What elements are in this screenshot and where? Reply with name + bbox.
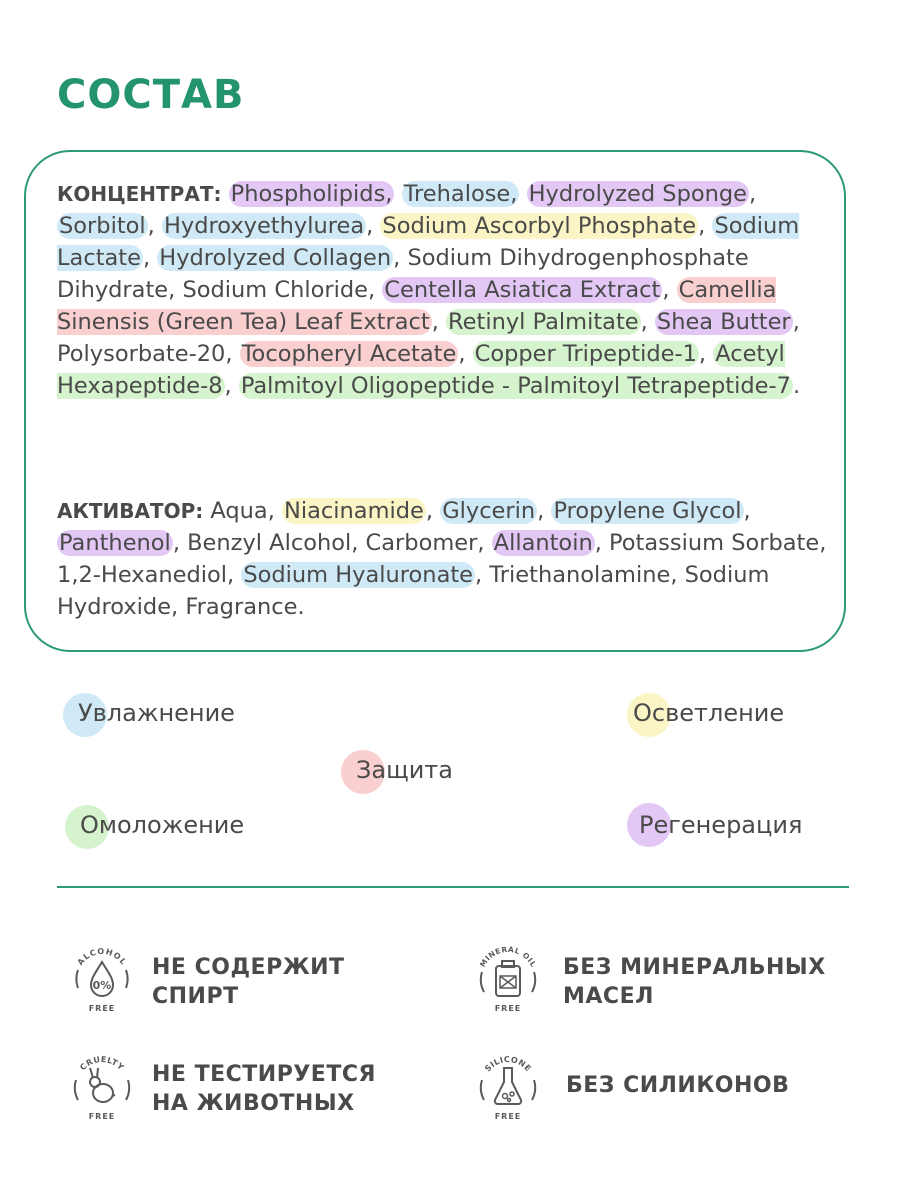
badge-top-text: MINERAL OIL: [477, 944, 539, 969]
ingredient-highlight: Hydrolyzed Collagen: [159, 245, 392, 271]
badge-top-text: SILICONE: [483, 1054, 533, 1074]
ingredient-text: ,: [698, 341, 714, 367]
ingredient-highlight: Hydrolyzed Sponge: [528, 181, 748, 207]
badge-bottom-text: FREE: [88, 1112, 116, 1121]
feature-cruelty-free: [152, 1060, 376, 1118]
ingredient-text: [394, 181, 401, 207]
feature-line: БЕЗ СИЛИКОНОВ: [566, 1073, 790, 1098]
ingredient-text: ,: [458, 341, 473, 367]
badge-center-text: 0%: [92, 979, 112, 992]
ingredient-text: ,: [431, 309, 447, 335]
ingredient-highlight: Centella Asiatica Extract: [384, 277, 661, 303]
legend-label: Регенерация: [639, 811, 803, 839]
feature-no-silicone: [566, 1071, 789, 1100]
badge-bottom-text: FREE: [88, 1004, 116, 1013]
mineral-oil-free-icon: [472, 942, 544, 1014]
ingredient-text: Aqua,: [210, 498, 283, 524]
feature-no-mineral-oil: [563, 953, 826, 1011]
svg-text:SILICONE: [483, 1055, 533, 1074]
ingredient-highlight: Copper Tripeptide-1: [474, 341, 697, 367]
ingredient-text: , Triethanolamine, Sodium Hydroxide, Fragrance.: [57, 562, 770, 620]
ingredient-highlight: Sodium Ascorbyl Phosphate: [382, 213, 697, 239]
ingredient-text: ,: [224, 373, 239, 399]
ingredient-text: , Benzyl Alcohol, Carbomer,: [172, 530, 492, 556]
alcohol-free-icon: [66, 942, 138, 1014]
legend-label: Осветление: [633, 699, 785, 727]
ingredient-text: ,: [749, 181, 757, 207]
feature-line: МАСЕЛ: [563, 984, 654, 1009]
feature-line: НЕ СОДЕРЖИТ: [152, 955, 345, 980]
ingredient-text: ,: [147, 213, 162, 239]
concentrate-ingredients: [57, 178, 847, 402]
ingredient-highlight: Trehalose,: [403, 181, 518, 207]
cruelty-free-icon: [66, 1050, 138, 1122]
badge-top-text: CRUELTY: [78, 1054, 126, 1073]
badge-bottom-text: FREE: [494, 1112, 522, 1121]
ingredient-highlight: Retinyl Palmitate: [448, 309, 639, 335]
ingredient-text: ,: [366, 213, 381, 239]
ingredient-highlight: Camellia Sinensis (Green Tea) Leaf Extract: [57, 277, 777, 335]
silicone-free-icon: [472, 1050, 544, 1122]
legend-label: Защита: [356, 756, 453, 784]
concentrate-list: [57, 181, 800, 399]
ingredient-highlight: Phospholipids,: [230, 181, 393, 207]
concentrate-label: КОНЦЕНТРАТ:: [57, 182, 222, 206]
ingredient-highlight: Propylene Glycol: [553, 498, 742, 524]
svg-text:ALCOHOL: [76, 947, 129, 967]
ingredient-highlight: Sodium Lactate: [57, 213, 800, 271]
feature-line: НЕ ТЕСТИРУЕТСЯ: [152, 1062, 376, 1087]
legend-label: Омоложение: [80, 811, 245, 839]
svg-text:CRUELTY: [78, 1055, 125, 1072]
ingredient-text: ,: [640, 309, 655, 335]
ingredient-highlight: Panthenol: [59, 530, 171, 556]
ingredient-highlight: Palmitoyl Oligopeptide - Palmitoyl Tetrapeptide-7: [240, 373, 791, 399]
badge-bottom-text: FREE: [494, 1004, 522, 1013]
ingredient-highlight: Acetyl Hexapeptide-8: [57, 341, 785, 399]
feature-line: СПИРТ: [152, 984, 239, 1009]
ingredient-text: ,: [698, 213, 713, 239]
feature-no-alcohol: [152, 953, 345, 1011]
ingredient-highlight: Allantoin: [493, 530, 593, 556]
ingredient-text: [519, 181, 526, 207]
legend-label: Увлажнение: [78, 699, 235, 727]
badge-top-text: ALCOHOL: [75, 946, 129, 967]
ingredient-highlight: Sodium Hyaluronate: [243, 562, 474, 588]
ingredient-text: ,: [743, 498, 751, 524]
page-title: СОСТАВ: [57, 72, 245, 118]
ingredient-text: ,: [142, 245, 158, 271]
ingredient-text: ,: [537, 498, 552, 524]
activator-ingredients: [57, 495, 847, 623]
ingredient-highlight: Niacinamide: [284, 498, 424, 524]
ingredient-text: , Sodium Dihydrogenphosphate Dihydrate, Sodium Chloride,: [57, 245, 749, 303]
ingredient-text: .: [792, 373, 801, 399]
ingredient-highlight: Hydroxyethylurea: [163, 213, 365, 239]
ingredient-highlight: Tocopheryl Acetate: [241, 341, 457, 367]
ingredient-text: ,: [425, 498, 441, 524]
section-divider: [57, 886, 849, 888]
ingredient-text: ,: [662, 277, 677, 303]
feature-line: НА ЖИВОТНЫХ: [152, 1091, 355, 1116]
ingredient-text: , Potassium Sorbate, 1,2-Hexanediol,: [57, 530, 827, 588]
ingredient-text: , Polysorbate-20,: [57, 309, 800, 367]
ingredient-highlight: Sorbitol: [59, 213, 146, 239]
activator-label: АКТИВАТОР:: [57, 499, 204, 523]
ingredient-highlight: Glycerin: [442, 498, 536, 524]
ingredient-highlight: Shea Butter: [656, 309, 791, 335]
feature-line: БЕЗ МИНЕРАЛЬНЫХ: [563, 955, 826, 980]
